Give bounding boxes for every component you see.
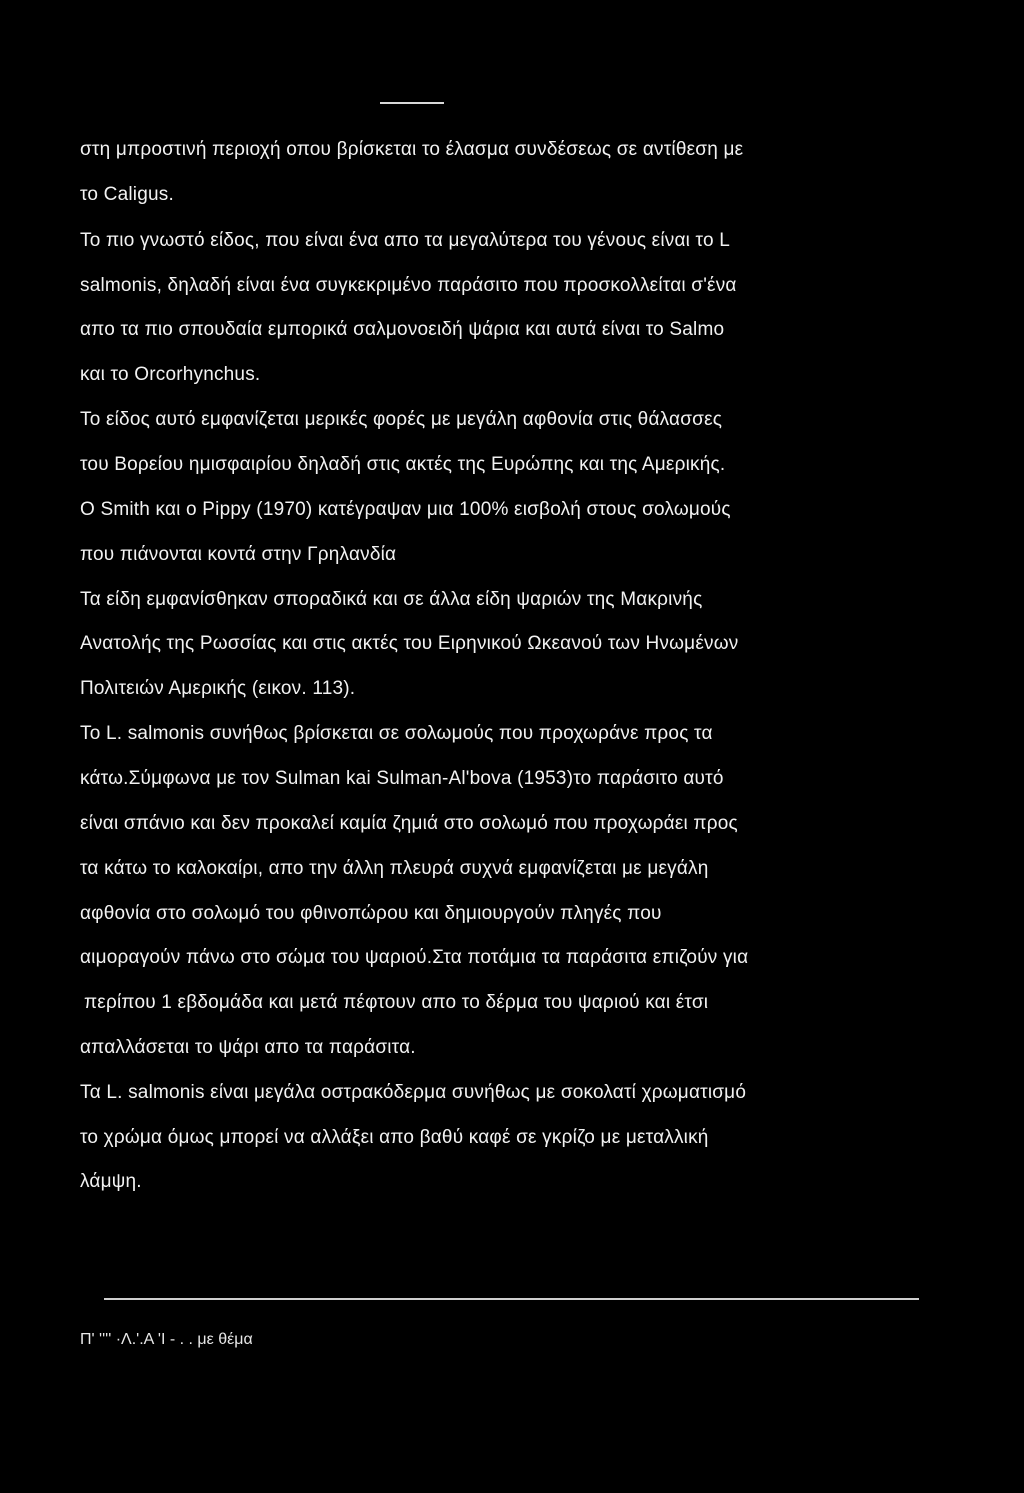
top-mark: [380, 102, 444, 104]
footnote-text: Π' '''' ·Λ.'.Α 'Ι - . . με θέμα: [80, 1331, 253, 1348]
text-line: Το είδος αυτό εμφανίζεται μερικές φορές με μεγάλη αφθονία στις θάλασσες: [80, 409, 723, 430]
text-line: Πολιτειών Αμερικής (εικον. 113).: [80, 678, 356, 699]
text-line: αφθονία στο σολωμό του φθινοπώρου και δημιουργούν πληγές που: [80, 903, 662, 924]
text-line: τα κάτω το καλοκαίρι, απο την άλλη πλευρά συχνά εμφανίζεται με μεγάλη: [80, 858, 709, 879]
text-line: το Caligus.: [80, 184, 174, 205]
text-line: Ο Smith και ο Pippy (1970) κατέγραψαν μια 100% εισβολή στους σολωμούς: [80, 499, 731, 520]
text-line: κάτω.Σύμφωνα με τον Sulman kai Sulman-Al'bova (1953)το παράσιτο αυτό: [80, 768, 724, 789]
text-line: λάμψη.: [80, 1171, 142, 1192]
text-line: που πιάνονται κοντά στην Γρηλανδία: [80, 544, 397, 565]
text-line: και το Orcorhynchus.: [80, 364, 261, 385]
text-line: είναι σπάνιο και δεν προκαλεί καμία ζημιά στο σολωμό που προχωράει προς: [80, 813, 738, 834]
text-line: Τα L. salmonis είναι μεγάλα οστρακόδερμα συνήθως με σοκολατί χρωματισμό: [80, 1082, 747, 1103]
text-line: Τα είδη εμφανίσθηκαν σποραδικά και σε άλλα είδη ψαριών της Μακρινής: [80, 589, 703, 610]
text-line: απαλλάσεται το ψάρι απο τα παράσιτα.: [80, 1037, 416, 1058]
text-line: αιμοραγούν πάνω στο σώμα του ψαριού.Στα ποτάμια τα παράσιτα επιζούν για: [80, 947, 749, 968]
text-line: Ανατολής της Ρωσσίας και στις ακτές του Ειρηνικού Ωκεανού των Ηνωμένων: [80, 633, 739, 654]
text-line: το χρώμα όμως μπορεί να αλλάξει απο βαθύ καφέ σε γκρίζο με μεταλλική: [80, 1127, 709, 1148]
text-line: του Βορείου ημισφαιρίου δηλαδή στις ακτές της Ευρώπης και της Αμερικής.: [80, 454, 726, 475]
text-line: στη μπροστινή περιοχή οπου βρίσκεται το έλασμα συνδέσεως σε αντίθεση με: [80, 139, 744, 160]
text-line: Το πιο γνωστό είδος, που είναι ένα απο τα μεγαλύτερα του γένους είναι το L: [80, 230, 731, 251]
footnote-rule: [104, 1298, 919, 1300]
text-line: salmonis, δηλαδή είναι ένα συγκεκριμένο παράσιτο που προσκολλείται σ'ένα: [80, 275, 737, 296]
text-line: Το L. salmonis συνήθως βρίσκεται σε σολωμούς που προχωράνε προς τα: [80, 723, 713, 744]
text-line: περίπου 1 εβδομάδα και μετά πέφτουν απο το δέρμα του ψαριού και έτσι: [84, 992, 709, 1013]
text-line: απο τα πιο σπουδαία εμπορικά σαλμονοειδή ψάρια και αυτά είναι το Salmo: [80, 319, 725, 340]
